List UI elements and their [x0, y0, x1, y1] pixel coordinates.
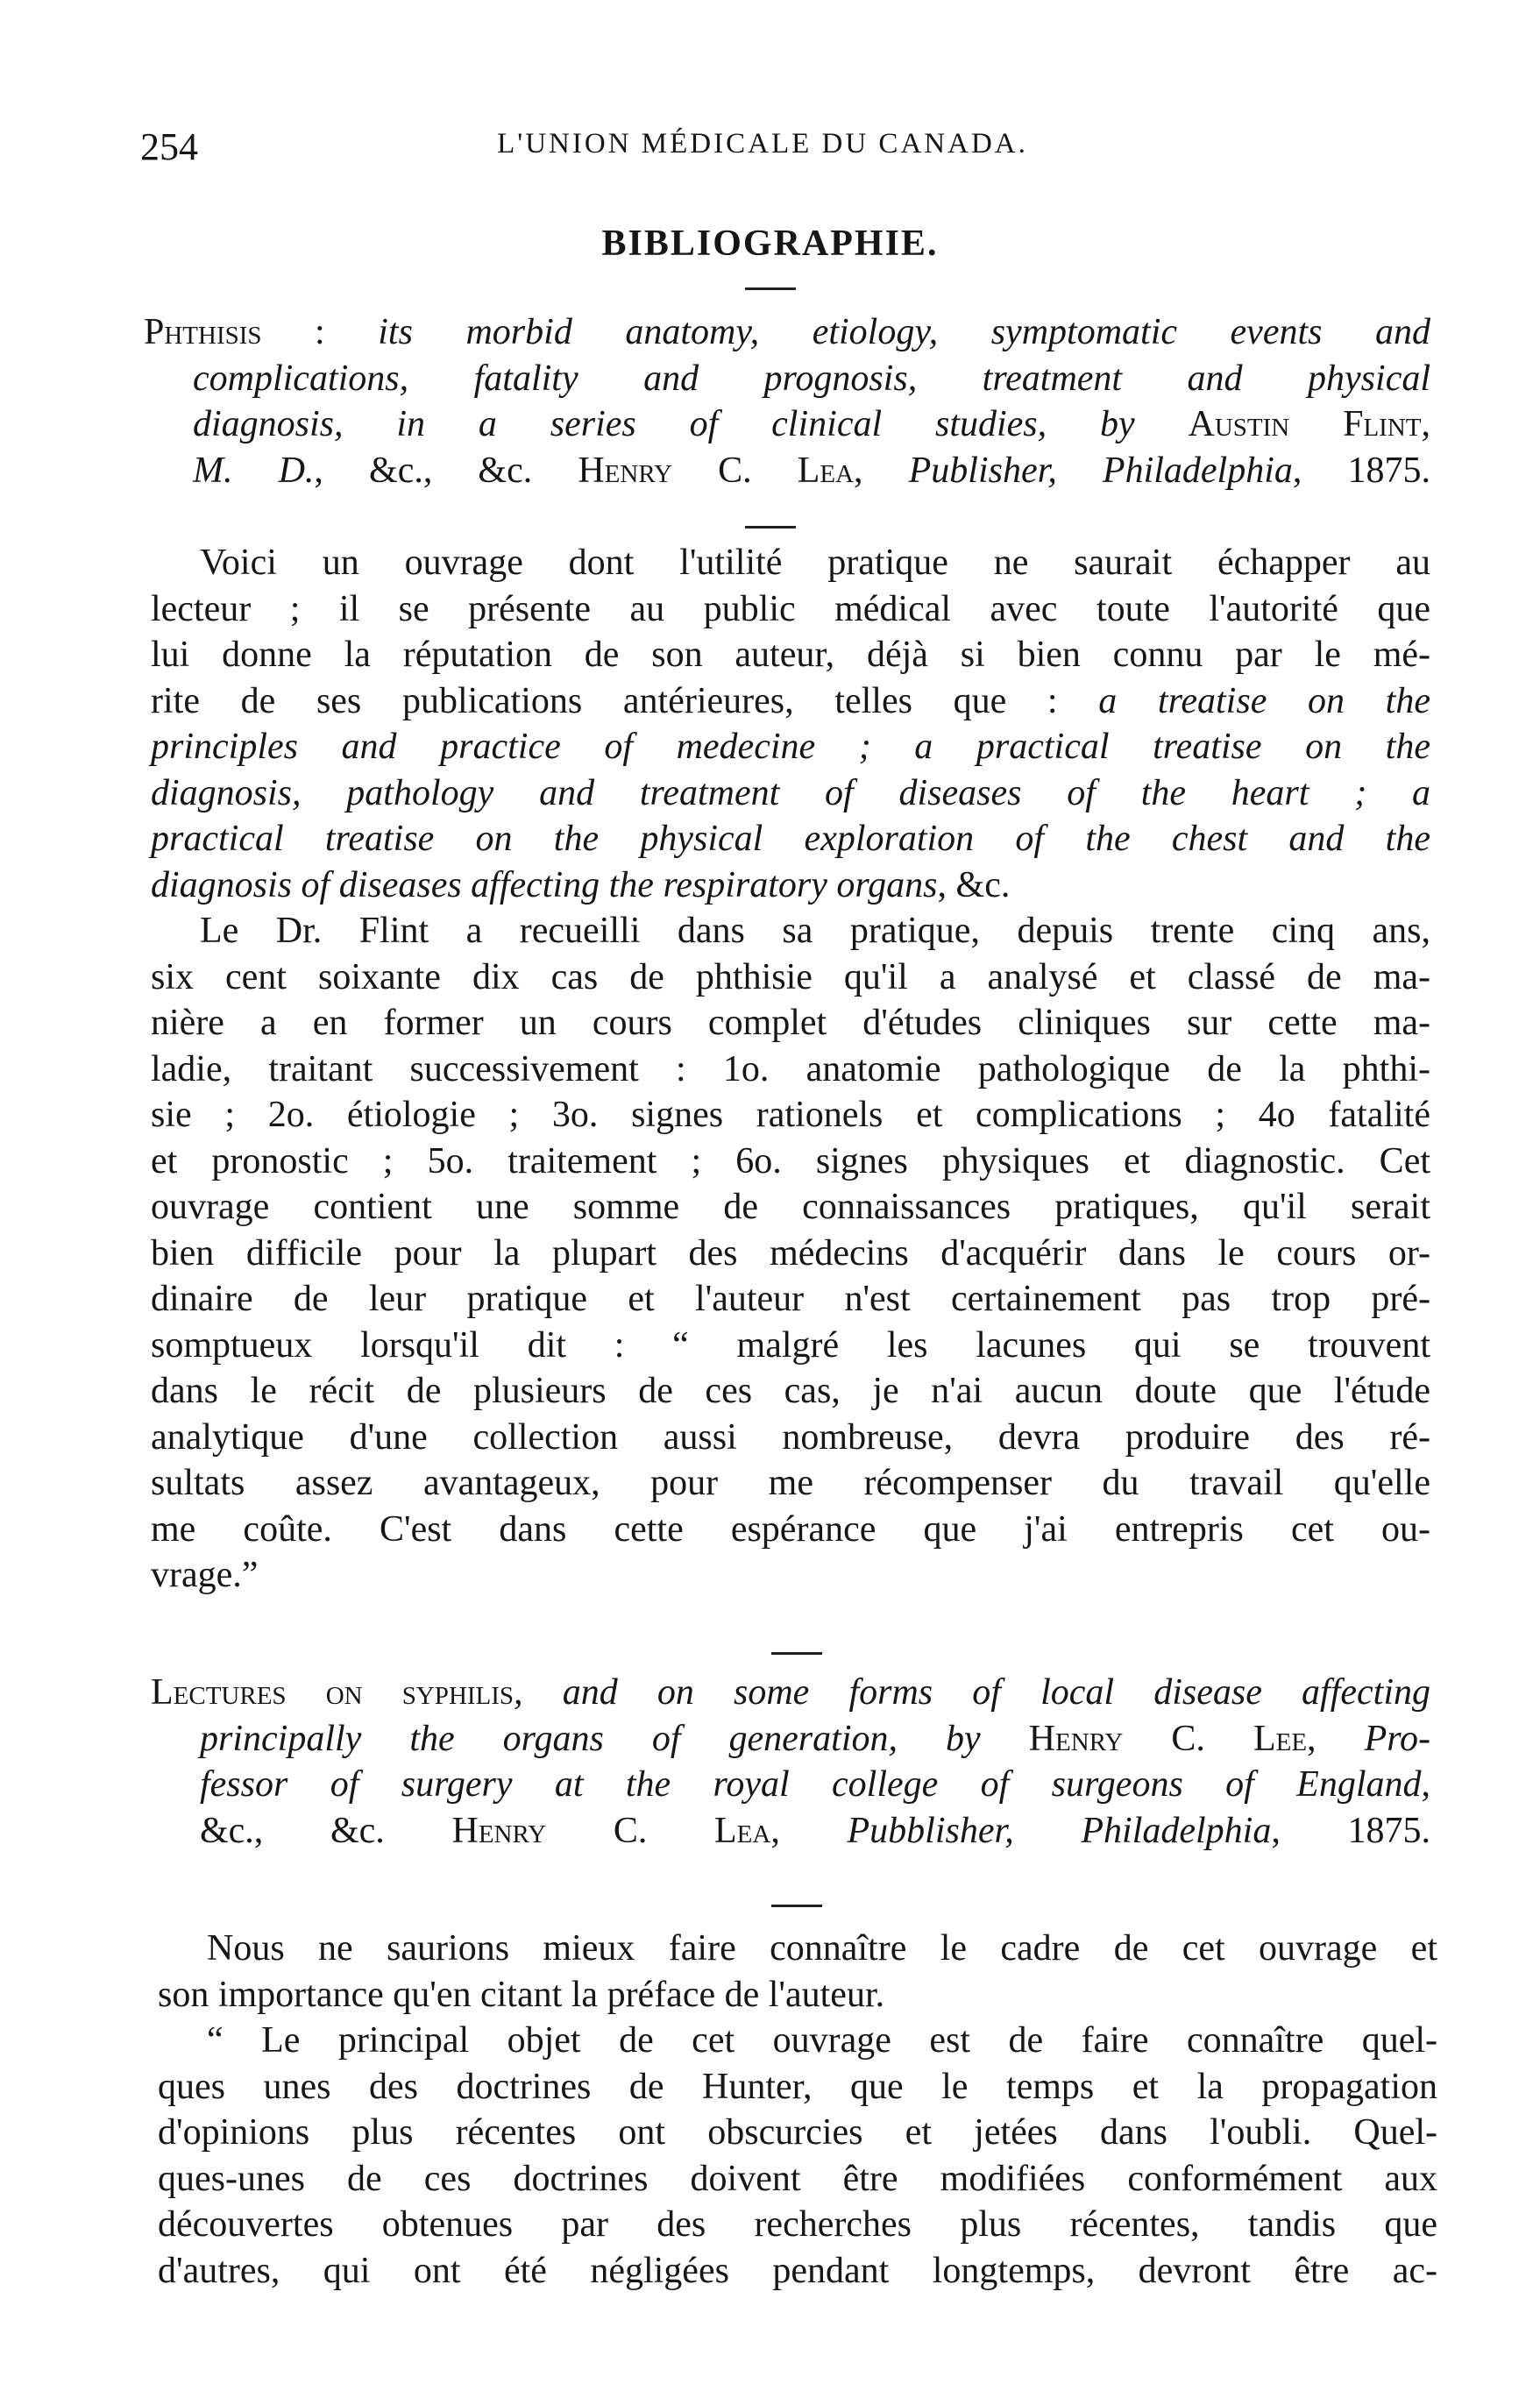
body-line: son importance qu'en citant la préface de l'auteur. [158, 1974, 885, 2015]
journal-title: L'UNION MÉDICALE DU CANADA. [497, 128, 1028, 160]
publication-year: , 1875. [1292, 450, 1431, 491]
review2-citation [151, 1670, 1430, 1854]
body-line: découvertes obtenues par des recherches plus récentes, tandis que [158, 2204, 1437, 2245]
punctuation: , [1421, 404, 1430, 444]
rule-after-citation-2 [771, 1905, 822, 1907]
cited-work-italic: a treatise on the [1098, 680, 1430, 721]
body-line: six cent soixante dix cas de phthisie qu'il a analysé et classé de ma- [151, 956, 1430, 997]
publisher-name: Henry C. Lea [451, 1810, 771, 1851]
punctuation: , [1421, 1764, 1430, 1805]
punctuation: , [770, 1810, 848, 1851]
body-line: diagnosis, pathology and treatment of diseases of the heart ; a [151, 772, 1430, 813]
body-line: ladie, traitant successivement : 1o. anatomie pathologique de la phthi- [151, 1048, 1430, 1089]
body-line: me coûte. C'est dans cette espérance que j'ai entrepris cet ou- [151, 1508, 1430, 1550]
subtitle-italic: principally the organs of generation, by [200, 1718, 1029, 1759]
body-line [151, 862, 1430, 909]
body-line: lecteur ; il se présente au public médical avec toute l'autorité que [151, 588, 1430, 629]
running-header [140, 124, 1437, 168]
section-separator-rule [771, 1652, 822, 1655]
body-line: nière a en former un cours complet d'études cliniques sur cette ma- [151, 1003, 1430, 1043]
text-run: , &c. [937, 864, 1011, 905]
subtitle-italic: diagnosis, in a series of clinical studies, by [193, 404, 1189, 444]
body-line: “ Le principal objet de cet ouvrage est de faire connaître quel- [207, 2020, 1437, 2061]
publisher-place: Pubblisher, Philadelphia [847, 1810, 1272, 1851]
body-line: lui donne la réputation de son auteur, déjà si bien connu par le mé- [151, 635, 1430, 675]
body-line: ouvrage contient une somme de connaissances pratiques, qu'il serait [151, 1187, 1430, 1227]
citation-line [151, 1808, 1430, 1855]
body-line [151, 678, 1430, 725]
citation-line [144, 356, 1430, 402]
citation-line [151, 1670, 1430, 1716]
punctuation: , &c., &c. [314, 450, 578, 491]
body-line: dinaire de leur pratique et l'auteur n'est certainement pas trop pré- [151, 1279, 1430, 1319]
punctuation: , [1307, 1718, 1365, 1759]
body-line: bien difficile pour la plupart des médecins d'acquérir dans le cours or- [151, 1232, 1430, 1273]
body-line: principles and practice of medecine ; a practical treatise on the [151, 727, 1430, 767]
publisher-name: Henry C. Lea [578, 450, 855, 491]
review1-citation [144, 309, 1430, 493]
author-title-italic: fessor of surgery at the royal college of surgeons of England [200, 1764, 1422, 1805]
body-line: sultats assez avantageux, pour me récompenser du travail qu'elle [151, 1463, 1430, 1503]
punctuation: : [261, 312, 379, 352]
citation-line [151, 1716, 1430, 1763]
citation-line [144, 309, 1430, 356]
book-title-small-caps: Lectures on syphilis [151, 1672, 515, 1713]
author-name: Henry C. Lee [1028, 1718, 1308, 1759]
body-line: ques unes des doctrines de Hunter, que le temps et la propagation [158, 2066, 1437, 2107]
text-run: &c., &c. [200, 1810, 452, 1851]
subtitle-italic: and on some forms of local disease affecting [562, 1672, 1430, 1713]
punctuation: , [854, 450, 909, 491]
page-number: 254 [140, 125, 198, 168]
body-line: analytique d'une collection aussi nombreuse, devra produire des ré- [151, 1416, 1430, 1458]
punctuation: , [514, 1672, 563, 1713]
subtitle-italic: complications, fatality and prognosis, treatment and physical [193, 358, 1430, 399]
review1-body [151, 540, 1430, 1599]
cited-work-italic: diagnosis of diseases affecting the respiratory organs [151, 864, 938, 905]
body-line: d'opinions plus récentes ont obscurcies et jetées dans l'oubli. Quel- [158, 2112, 1437, 2153]
author-degree: M. D. [193, 450, 315, 491]
body-line: Le Dr. Flint a recueilli dans sa pratique, depuis trente cinq ans, [200, 911, 1430, 951]
publisher-place: Publisher, Philadelphia [908, 450, 1293, 491]
body-line: practical treatise on the physical exploration of the chest and the [151, 819, 1430, 859]
body-line: et pronostic ; 5o. traitement ; 6o. signes physiques et diagnostic. Cet [151, 1140, 1430, 1181]
citation-line [144, 401, 1430, 448]
subtitle-italic: its morbid anatomy, etiology, symptomatic events and [378, 312, 1431, 352]
text-run: rite de ses publications antérieures, telles que : [151, 680, 1099, 721]
author-title-italic: Pro- [1364, 1718, 1430, 1759]
author-name: Austin Flint [1188, 404, 1422, 444]
rule-after-citation-1 [745, 526, 796, 529]
section-title: BIBLIOGRAPHIE. [601, 223, 939, 264]
body-line: d'autres, qui ont été négligées pendant longtemps, devront être ac- [158, 2250, 1437, 2291]
review2-body [158, 1926, 1437, 2294]
book-title-small-caps: Phthisis [144, 312, 262, 352]
citation-line [144, 448, 1430, 494]
body-line: ques-unes de ces doctrines doivent être modifiées conformément aux [158, 2158, 1437, 2199]
body-line: Voici un ouvrage dont l'utilité pratique ne saurait échapper au [200, 543, 1430, 583]
publication-year: , 1875. [1271, 1810, 1431, 1851]
citation-line [151, 1762, 1430, 1808]
body-line: Nous ne saurions mieux faire connaître le cadre de cet ouvrage et [207, 1928, 1437, 1969]
body-line: somptueux lorsqu'il dit : “ malgré les lacunes qui se trouvent [151, 1324, 1430, 1366]
body-line: sie ; 2o. étiologie ; 3o. signes rationels et complications ; 4o fatalité [151, 1095, 1430, 1135]
rule-under-title [745, 287, 796, 290]
body-line: vrage.” [151, 1555, 259, 1595]
body-line: dans le récit de plusieurs de ces cas, je n'ai aucun doute que l'étude [151, 1371, 1430, 1411]
